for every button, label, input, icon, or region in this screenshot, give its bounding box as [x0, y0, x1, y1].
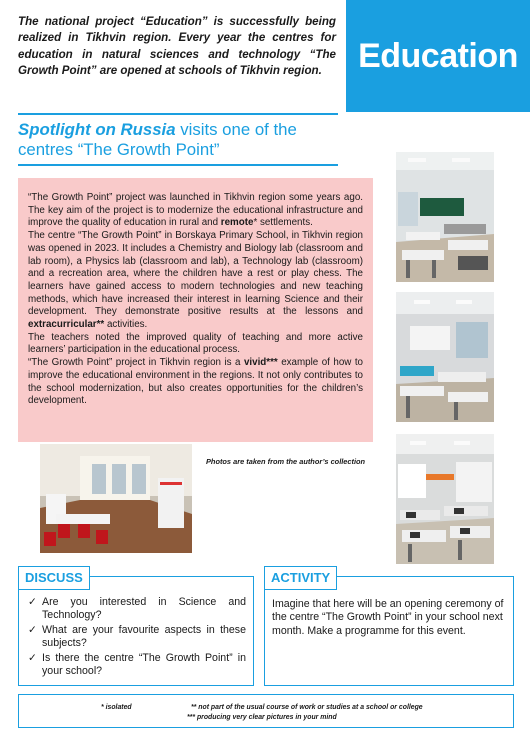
list-item	[28, 652, 246, 679]
article-text: “The Growth Point” project in Tikhvin region is a	[28, 357, 244, 369]
footnotes-box	[18, 694, 514, 728]
question-text: What are your favourite aspects in these subjects?	[42, 623, 246, 650]
keyword-extracurricular: extracurricular**	[28, 319, 105, 331]
checkmark-icon: ✓	[28, 623, 37, 636]
badge-title: Education	[358, 36, 518, 75]
subtitle-highlight: Spotlight on Russia	[18, 120, 176, 139]
list-item	[28, 624, 246, 651]
article-paragraph	[28, 357, 363, 408]
subtitle-rest: visits one of the centres “The Growth Point”	[18, 120, 297, 159]
keyword-remote: remote	[220, 217, 254, 229]
section-badge	[346, 0, 530, 112]
discuss-heading: DISCUSS	[18, 566, 90, 590]
list-item	[28, 596, 246, 623]
photo-credit: Photos are taken from the author’s collection	[206, 457, 366, 466]
keyword-vivid: vivid***	[243, 357, 278, 369]
footnote-remote: * isolated	[101, 704, 132, 711]
article-paragraph	[28, 230, 363, 332]
checkmark-icon: ✓	[28, 651, 37, 664]
footnote-extracurricular: ** not part of the usual course of work or studies at a school or college	[191, 704, 423, 711]
article-text: The centre “The Growth Point” in Borskaya Primary School, in Tikhvin region was opened in 2023. It includes a Chemistry and Biology lab (classroom and lab room), a Physics lab (classroom and lab), a Technology lab (classroom) and a recreation area, where the children have a rest or play chess. The learners have gained access to modern technologies and new teaching methods, which have increased their interest in learning Science and their development. They demonstrate positive results at the lessons and	[28, 230, 363, 318]
article-text: * settlements.	[253, 217, 313, 229]
question-text: Are you interested in Science and Technology?	[42, 596, 246, 622]
article-text: example of how to improve the educational environment in the regions. It not only contributes to the school modernization, but also creates opportunities for the children’s development.	[28, 357, 363, 407]
article-text: “The Growth Point” project was launched in Tikhvin region some years ago. The key aim of the project is to modernize the educational infrastructure and improve the quality of education in rural and	[28, 192, 363, 229]
photo-classroom-3	[396, 434, 494, 564]
photo-classroom-2	[396, 292, 494, 422]
checkmark-icon: ✓	[28, 596, 37, 608]
question-text: Is there the centre “The Growth Point” in your school?	[42, 651, 246, 678]
article-body	[18, 178, 373, 442]
intro-paragraph: The national project “Education” is successfully being realized in Tikhvin region. Every year the centres for education in natural sciences and technology “The Growth Point” are opened at schools of Tikhvin region.	[18, 15, 336, 78]
photo-recreation-area	[40, 444, 192, 553]
article-subtitle	[18, 120, 348, 160]
footnote-vivid: *** producing very clear pictures in your mind	[187, 714, 337, 721]
article-text: activities.	[104, 319, 148, 331]
discuss-questions	[28, 596, 246, 679]
activity-heading: ACTIVITY	[264, 566, 337, 590]
article-paragraph: The teachers noted the improved quality of teaching and more active learners’ participation in the educational process.	[28, 331, 363, 356]
divider-top	[18, 113, 338, 115]
article-paragraph	[28, 192, 363, 230]
photo-classroom-1	[396, 152, 494, 282]
activity-task: Imagine that here will be an opening ceremony of the centre “The Growth Point” in your school next month. Make a programme for this event.	[272, 598, 504, 637]
divider-subtitle	[18, 164, 338, 166]
